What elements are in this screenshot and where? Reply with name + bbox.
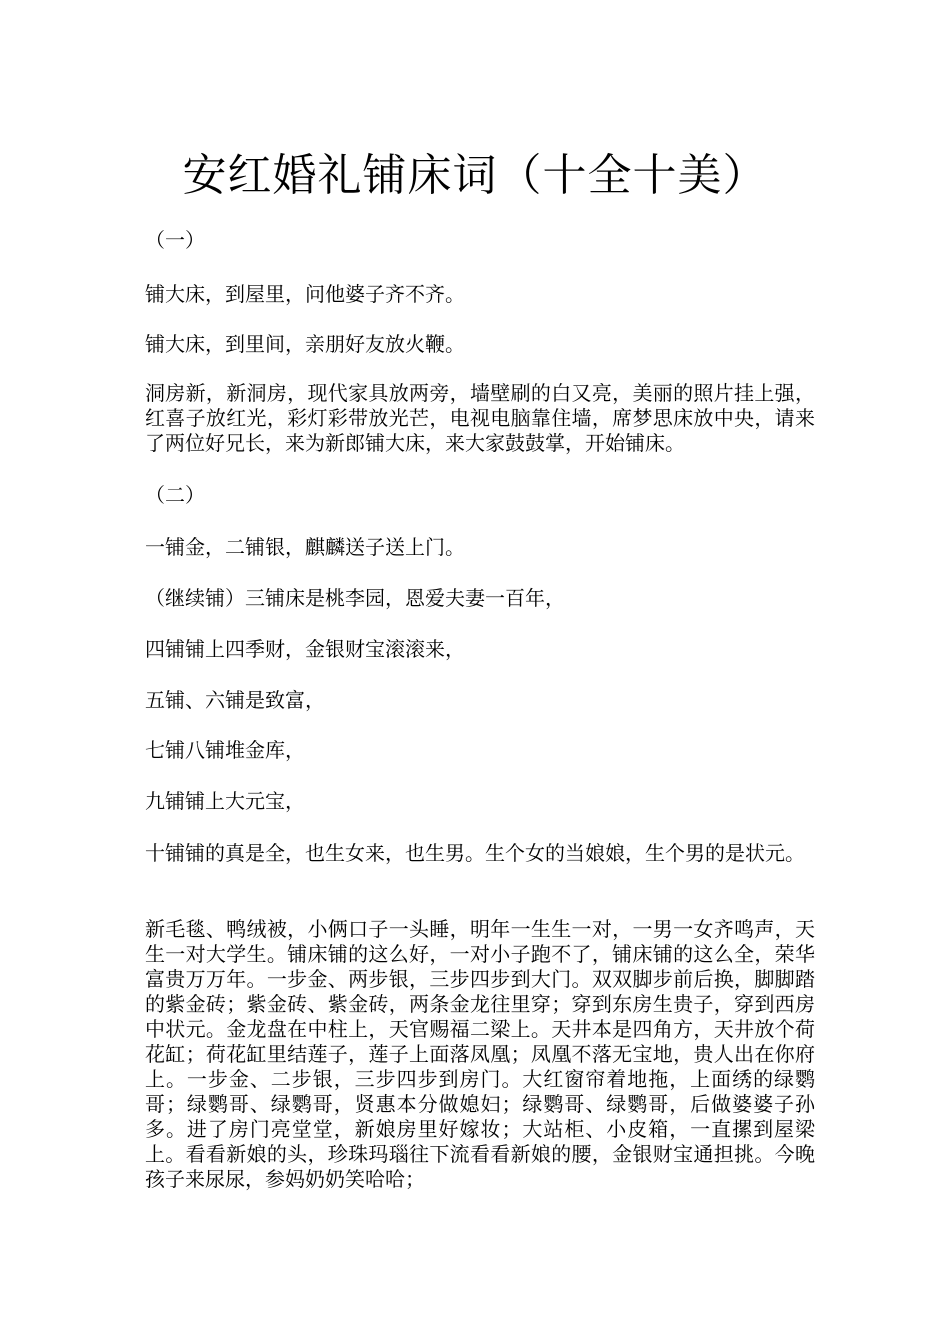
paragraph: 洞房新，新洞房，现代家具放两旁，墙壁刷的白又亮，美丽的照片挂上强，红喜子放红光，彩灯彩带放光芒，电视电脑靠住墙，席梦思床放中央，请来了两位好兄长，来为新郎铺大床，来大家鼓鼓掌，开始铺床。 [145,381,815,455]
paragraph: 铺大床，到屋里，问他婆子齐不齐。 [145,282,465,306]
paragraph: （继续铺）三铺床是桃李园，恩爱夫妻一百年， [145,586,565,610]
paragraph: 一铺金，二铺银，麒麟送子送上门。 [145,535,465,559]
paragraph: 新毛毯、鸭绒被，小俩口子一头睡，明年一生生一对，一男一女齐鸣声，天生一对大学生。铺床铺的这么好，一对小子跑不了，铺床铺的这么全，荣华富贵万万年。一步金、两步银，三步四步到大门。双双脚步前后换，脚脚踏的紫金砖；紫金砖、紫金砖，两条金龙往里穿；穿到东房生贵子，穿到西房中状元。金龙盘在中柱上，天官赐福二梁上。天井本是四角方，天井放个荷花缸；荷花缸里结莲子，莲子上面落凤凰；凤凰不落无宝地，贵人出在你府上。一步金、二步银，三步四步到房门。大红窗帘着地拖，上面绣的绿鹦哥；绿鹦哥、绿鹦哥，贤惠本分做媳妇；绿鹦哥、绿鹦哥，后做婆婆子孙多。进了房门亮堂堂，新娘房里好嫁妆；大站柜、小皮箱，一直摞到屋梁上。看看新娘的头，珍珠玛瑙往下流看看新娘的腰，金银财宝通担挑。今晚孩子来尿尿，参妈奶奶笑哈哈； [145,917,815,1191]
paragraph: 四铺铺上四季财，金银财宝滚滚来， [145,637,465,661]
paragraph: 十铺铺的真是全，也生女来，也生男。生个女的当娘娘，生个男的是状元。 [145,841,805,865]
section-label-1: （一） [145,228,205,252]
paragraph: 铺大床，到里间，亲朋好友放火鞭。 [145,332,465,356]
paragraph: 七铺八铺堆金库， [145,738,305,762]
paragraph: 九铺铺上大元宝， [145,789,305,813]
section-label-2: （二） [145,483,205,507]
document-title: 安红婚礼铺床词（十全十美） [182,150,768,201]
paragraph: 五铺、六铺是致富， [145,688,325,712]
